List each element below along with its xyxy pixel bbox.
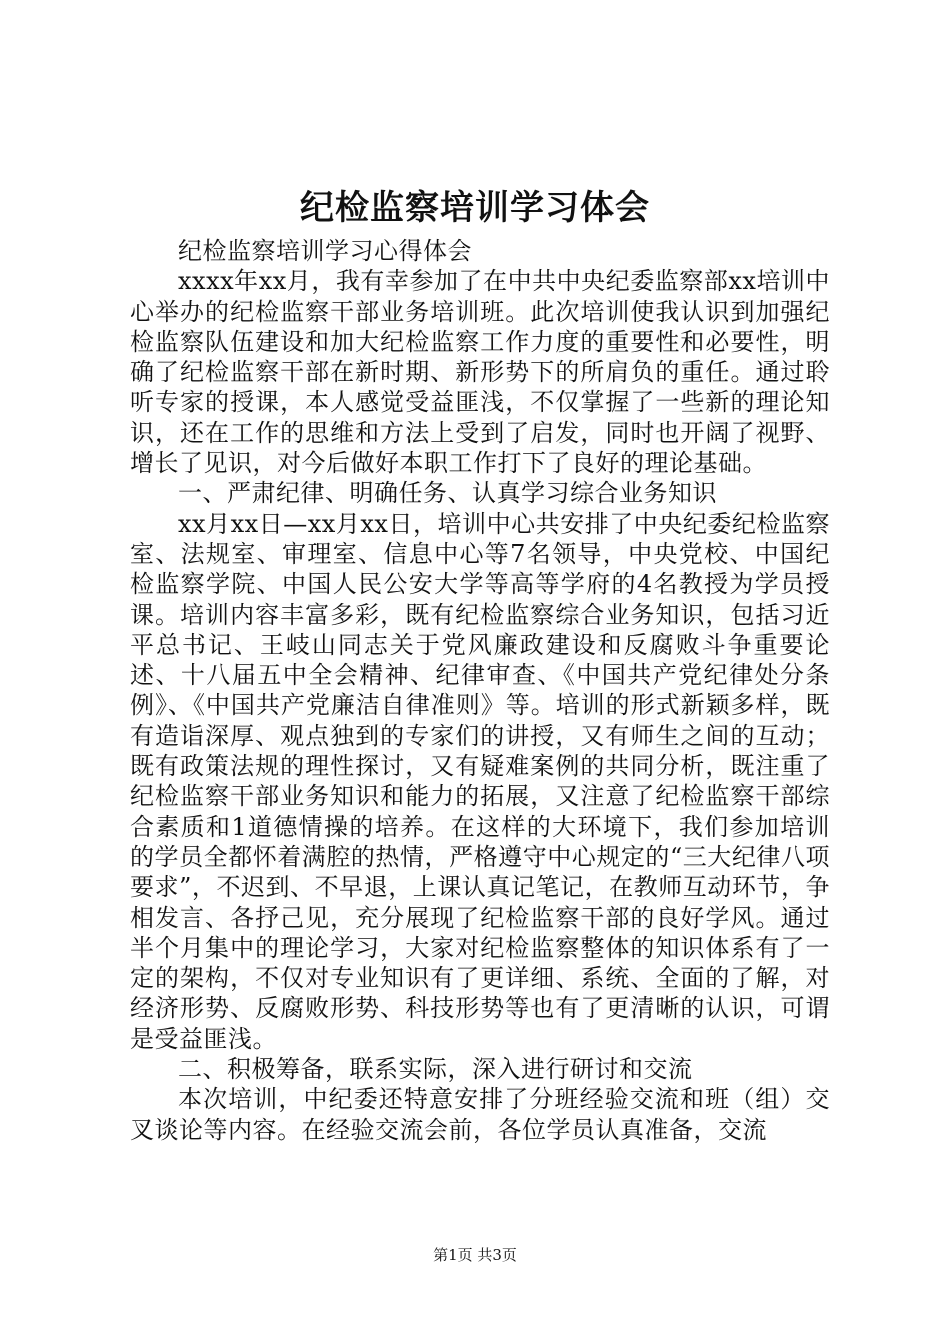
section-heading-1: 一、严肃纪律、明确任务、认真学习综合业务知识 xyxy=(178,479,717,508)
document-body xyxy=(130,236,830,1145)
body-paragraph: xx月xx日—xx月xx日，培训中心共安排了中央纪委纪检监察室、法规室、审理室、信息中心等7名领导，中央党校、中国纪检监察学院、中国人民公安大学等高等学府的4名教授为学员授课。培训内容丰富多彩，既有纪检监察综合业务知识，包括习近平总书记、王岐山同志关于党风廉政建设和反腐败斗争重要论述、十八届五中全会精神、纪律审查、《中国共产党纪律处分条例》、《中国共产党廉洁自律准则》等。培训的形式新颖多样，既有造诣深厚、观点独到的专家们的讲授，又有师生之间的互动；既有政策法规的理性探讨，又有疑难案例的共同分析，既注重了纪检监察干部业务知识和能力的拓展，又注意了纪检监察干部综合素质和1道德情操的培养。在这样的大环境下，我们参加培训的学员全都怀着满腔的热情，严格遵守中心规定的“三大纪律八项要求”，不迟到、不早退，上课认真记笔记，在教师互动环节，争相发言、各抒己见，充分展现了纪检监察干部的良好学风。通过半个月集中的理论学习，大家对纪检监察整体的知识体系有了一定的架构，不仅对专业知识有了更详细、系统、全面的了解，对经济形势、反腐败形势、科技形势等也有了更清晰的认识，可谓是受益匪浅。 xyxy=(130,509,830,1053)
section-heading-2: 二、积极筹备，联系实际，深入进行研讨和交流 xyxy=(178,1055,693,1084)
body-paragraph: 本次培训，中纪委还特意安排了分班经验交流和班（组）交叉谈论等内容。在经验交流会前，各位学员认真准备，交流 xyxy=(130,1085,830,1144)
body-paragraph: xxxx年xx月，我有幸参加了在中共中央纪委监察部xx培训中心举办的纪检监察干部业务培训班。此次培训使我认识到加强纪检监察队伍建设和加大纪检监察工作力度的重要性和必要性，明确了纪检监察干部在新时期、新形势下的所肩负的重任。通过聆听专家的授课，本人感觉受益匪浅，不仅掌握了一些新的理论知识，还在工作的思维和方法上受到了启发，同时也开阔了视野、增长了见识，对今后做好本职工作打下了良好的理论基础。 xyxy=(130,267,830,478)
document-title: 纪检监察培训学习体会 xyxy=(300,188,650,228)
page-number-footer: 第1页 共3页 xyxy=(433,1246,517,1264)
subtitle-paragraph: 纪检监察培训学习心得体会 xyxy=(178,237,472,265)
